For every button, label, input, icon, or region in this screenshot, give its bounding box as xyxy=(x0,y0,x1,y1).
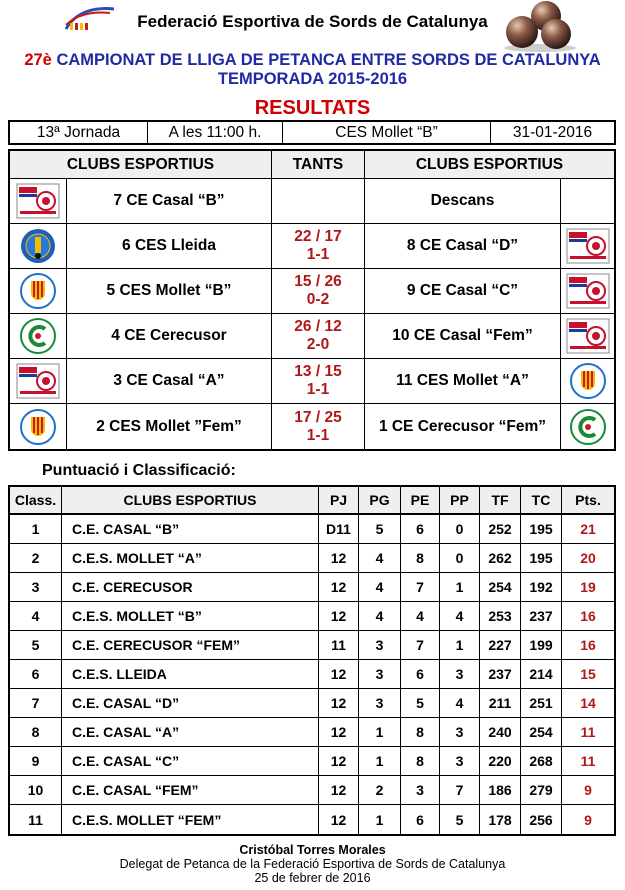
matches-table xyxy=(8,149,616,451)
points-against: 279 xyxy=(521,776,562,804)
total-points: 9 xyxy=(584,782,592,798)
header-clubs-left: CLUBS ESPORTIUS xyxy=(10,151,272,178)
points-for: 240 xyxy=(480,718,521,746)
home-team: 5 CES Mollet “B” xyxy=(67,269,272,313)
match-row xyxy=(10,359,614,404)
club-name: C.E. CERECUSOR xyxy=(62,573,319,601)
header-club: CLUBS ESPORTIUS xyxy=(62,487,319,513)
total-points: 11 xyxy=(580,724,596,740)
played: 11 xyxy=(319,631,359,659)
header-pj: PJ xyxy=(319,487,359,513)
home-club-logo xyxy=(10,404,67,449)
won: 2 xyxy=(359,776,401,804)
drawn: 5 xyxy=(401,689,440,717)
score-cell xyxy=(272,359,365,403)
away-team: 11 CES Mollet “A” xyxy=(365,359,561,403)
home-team: 7 CE Casal “B” xyxy=(67,179,272,223)
score-cell xyxy=(272,314,365,358)
away-team: 9 CE Casal “C” xyxy=(365,269,561,313)
home-team: 4 CE Cerecusor xyxy=(67,314,272,358)
casal-logo-icon xyxy=(566,317,610,355)
points-for: 227 xyxy=(480,631,521,659)
score-result: 1-1 xyxy=(306,246,330,263)
won: 3 xyxy=(359,660,401,688)
casal-logo-icon xyxy=(16,362,60,400)
points-against: 251 xyxy=(521,689,562,717)
header-tc: TC xyxy=(521,487,562,513)
document-date: 25 de febrer de 2016 xyxy=(254,871,371,885)
points-for: 220 xyxy=(480,747,521,775)
away-team: 1 CE Cerecusor “Fem” xyxy=(365,404,561,449)
mollet-logo-icon xyxy=(566,362,610,400)
score-result: 1-1 xyxy=(306,426,330,444)
score-cell xyxy=(272,224,365,268)
header-pe: PE xyxy=(401,487,440,513)
points-against: 199 xyxy=(521,631,562,659)
points-for: 252 xyxy=(480,515,521,543)
won: 4 xyxy=(359,602,401,630)
score-points: 22 / 17 xyxy=(294,228,342,245)
points-for: 254 xyxy=(480,573,521,601)
points-for: 237 xyxy=(480,660,521,688)
total-points: 21 xyxy=(580,521,596,537)
header-pg: PG xyxy=(359,487,401,513)
delegate-role: Delegat de Petanca de la Federació Esportiva de Sords de Catalunya xyxy=(119,857,506,871)
classification-row xyxy=(10,718,614,747)
played: 12 xyxy=(319,573,359,601)
lost: 4 xyxy=(440,602,480,630)
score-points: 13 / 15 xyxy=(294,363,342,380)
total-points: 9 xyxy=(584,811,592,828)
won: 5 xyxy=(359,515,401,543)
classification-row xyxy=(10,631,614,660)
points-against: 195 xyxy=(521,515,562,543)
cerecusor-logo-icon xyxy=(16,317,60,355)
lost: 3 xyxy=(440,660,480,688)
matches-header-row xyxy=(10,151,614,179)
time-label: A les 11:00 h. xyxy=(148,122,283,143)
petanque-balls-image xyxy=(500,0,578,52)
classification-row xyxy=(10,573,614,602)
played: D11 xyxy=(319,515,359,543)
cerecusor-logo-icon xyxy=(566,408,610,446)
classification-row xyxy=(10,805,614,834)
played: 12 xyxy=(319,805,359,834)
lost: 3 xyxy=(440,747,480,775)
drawn: 6 xyxy=(401,805,440,834)
total-points: 11 xyxy=(580,753,596,769)
class-position: 4 xyxy=(10,602,62,630)
classification-row xyxy=(10,544,614,573)
classification-row xyxy=(10,747,614,776)
points-for: 211 xyxy=(480,689,521,717)
score-cell xyxy=(272,269,365,313)
casal-logo-icon xyxy=(16,182,60,220)
played: 12 xyxy=(319,660,359,688)
class-position: 6 xyxy=(10,660,62,688)
club-name: C.E.S. MOLLET “FEM” xyxy=(62,805,319,834)
club-name: C.E.S. MOLLET “A” xyxy=(62,544,319,572)
drawn: 8 xyxy=(401,718,440,746)
classification-row xyxy=(10,515,614,544)
club-name: C.E. CASAL “B” xyxy=(62,515,319,543)
club-name: C.E. CERECUSOR “FEM” xyxy=(62,631,319,659)
score-points: 26 / 12 xyxy=(294,318,342,335)
won: 1 xyxy=(359,718,401,746)
won: 1 xyxy=(359,747,401,775)
won: 3 xyxy=(359,689,401,717)
drawn: 6 xyxy=(401,515,440,543)
mollet-logo-icon xyxy=(16,272,60,310)
club-name: C.E. CASAL “A” xyxy=(62,718,319,746)
home-team: 2 CES Mollet ”Fem” xyxy=(67,404,272,449)
points-against: 254 xyxy=(521,718,562,746)
season-title: TEMPORADA 2015-2016 xyxy=(217,70,408,88)
lost: 4 xyxy=(440,689,480,717)
score-cell xyxy=(272,179,365,223)
class-position: 11 xyxy=(10,805,62,834)
header-class: Class. xyxy=(10,487,62,513)
score-points: 17 / 25 xyxy=(294,408,342,426)
header-tants: TANTS xyxy=(272,151,365,178)
header-pp: PP xyxy=(440,487,480,513)
away-team: Descans xyxy=(365,179,561,223)
points-for: 253 xyxy=(480,602,521,630)
venue-label: CES Mollet “B” xyxy=(283,122,491,143)
round-label: 13ª Jornada xyxy=(10,122,148,143)
class-position: 5 xyxy=(10,631,62,659)
lost: 1 xyxy=(440,631,480,659)
mollet-logo-icon xyxy=(16,408,60,446)
drawn: 8 xyxy=(401,544,440,572)
lost: 5 xyxy=(440,805,480,834)
drawn: 8 xyxy=(401,747,440,775)
classification-row xyxy=(10,776,614,805)
score-points: 15 / 26 xyxy=(294,273,342,290)
played: 12 xyxy=(319,544,359,572)
lost: 0 xyxy=(440,515,480,543)
played: 12 xyxy=(319,718,359,746)
away-club-logo xyxy=(561,314,614,358)
header-pts: Pts. xyxy=(575,492,601,508)
header-tf: TF xyxy=(480,487,521,513)
class-position: 3 xyxy=(10,573,62,601)
org-title: Federació Esportiva de Sords de Catalunya xyxy=(137,12,488,31)
classification-table xyxy=(8,485,616,836)
lost: 3 xyxy=(440,718,480,746)
match-row xyxy=(10,224,614,269)
class-position: 7 xyxy=(10,689,62,717)
away-club-logo xyxy=(561,179,614,223)
championship-ordinal: 27è xyxy=(24,51,52,69)
drawn: 7 xyxy=(401,631,440,659)
match-row xyxy=(10,404,614,449)
lost: 7 xyxy=(440,776,480,804)
points-for: 178 xyxy=(480,805,521,834)
class-position: 1 xyxy=(10,515,62,543)
points-against: 192 xyxy=(521,573,562,601)
casal-logo-icon xyxy=(566,227,610,265)
home-club-logo xyxy=(10,314,67,358)
home-club-logo xyxy=(10,179,67,223)
points-for: 262 xyxy=(480,544,521,572)
home-club-logo xyxy=(10,224,67,268)
date-label: 31-01-2016 xyxy=(512,123,593,141)
score-result: 0-2 xyxy=(306,291,330,308)
class-position: 9 xyxy=(10,747,62,775)
total-points: 14 xyxy=(580,695,596,711)
drawn: 6 xyxy=(401,660,440,688)
drawn: 4 xyxy=(401,602,440,630)
match-row xyxy=(10,269,614,314)
lost: 1 xyxy=(440,573,480,601)
points-against: 237 xyxy=(521,602,562,630)
won: 1 xyxy=(359,805,401,834)
club-name: C.E.S. MOLLET “B” xyxy=(62,602,319,630)
points-against: 214 xyxy=(521,660,562,688)
lost: 0 xyxy=(440,544,480,572)
points-against: 268 xyxy=(521,747,562,775)
played: 12 xyxy=(319,776,359,804)
delegate-name: Cristóbal Torres Morales xyxy=(239,843,386,857)
championship-title xyxy=(0,51,625,70)
won: 3 xyxy=(359,631,401,659)
classification-row xyxy=(10,660,614,689)
played: 12 xyxy=(319,689,359,717)
points-for: 186 xyxy=(480,776,521,804)
club-name: C.E.S. LLEIDA xyxy=(62,660,319,688)
championship-name: CAMPIONAT DE LLIGA DE PETANCA ENTRE SORDS DE CATALUNYA xyxy=(56,51,601,69)
match-row xyxy=(10,314,614,359)
played: 12 xyxy=(319,747,359,775)
points-against: 256 xyxy=(521,805,562,834)
classification-header-row xyxy=(10,487,614,515)
played: 12 xyxy=(319,602,359,630)
classification-row xyxy=(10,689,614,718)
home-club-logo xyxy=(10,359,67,403)
away-club-logo xyxy=(561,359,614,403)
points-against: 195 xyxy=(521,544,562,572)
match-row xyxy=(10,179,614,224)
away-team: 10 CE Casal “Fem” xyxy=(365,314,561,358)
club-name: C.E. CASAL “FEM” xyxy=(62,776,319,804)
total-points: 16 xyxy=(580,608,596,624)
home-club-logo xyxy=(10,269,67,313)
won: 4 xyxy=(359,573,401,601)
class-position: 10 xyxy=(10,776,62,804)
home-team: 3 CE Casal “A” xyxy=(67,359,272,403)
total-points: 19 xyxy=(580,579,596,595)
club-name: C.E. CASAL “D” xyxy=(62,689,319,717)
total-points: 16 xyxy=(580,637,596,653)
results-title: RESULTATS xyxy=(254,97,371,119)
header-clubs-right: CLUBS ESPORTIUS xyxy=(415,155,564,173)
score-cell xyxy=(272,404,365,449)
away-club-logo xyxy=(561,224,614,268)
drawn: 7 xyxy=(401,573,440,601)
class-position: 8 xyxy=(10,718,62,746)
drawn: 3 xyxy=(401,776,440,804)
classification-title: Puntuació i Classificació: xyxy=(42,462,236,479)
away-team: 8 CE Casal “D” xyxy=(365,224,561,268)
away-club-logo xyxy=(561,404,614,449)
score-result: 2-0 xyxy=(306,336,330,353)
total-points: 20 xyxy=(580,550,596,566)
round-info-bar xyxy=(8,120,616,145)
total-points: 15 xyxy=(580,666,596,682)
score-result: 1-1 xyxy=(306,381,330,398)
club-name: C.E. CASAL “C” xyxy=(62,747,319,775)
won: 4 xyxy=(359,544,401,572)
lleida-logo-icon xyxy=(16,227,60,265)
casal-logo-icon xyxy=(566,272,610,310)
classification-row xyxy=(10,602,614,631)
home-team: 6 CES Lleida xyxy=(67,224,272,268)
away-club-logo xyxy=(561,269,614,313)
class-position: 2 xyxy=(10,544,62,572)
